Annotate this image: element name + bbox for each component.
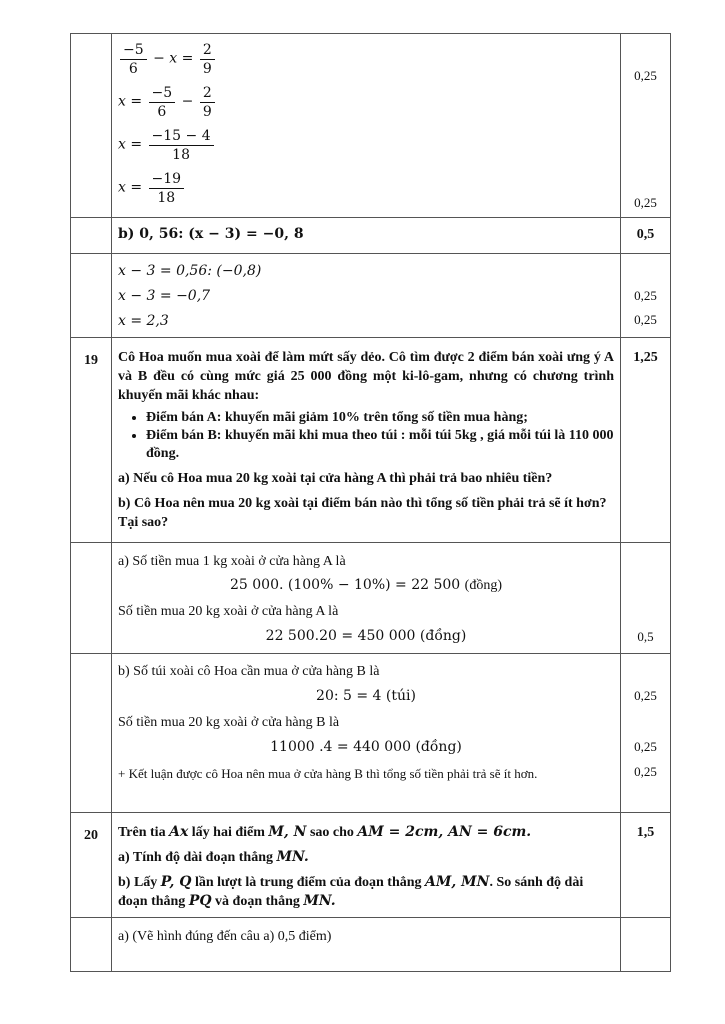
score-cell: 1,25 xyxy=(621,338,671,543)
question-cell xyxy=(112,338,621,543)
solution-line: a) Số tiền mua 1 kg xoài ở cửa hàng A là xyxy=(118,554,346,569)
score-value: 0,25 xyxy=(634,288,657,303)
question-number: 20 xyxy=(71,813,112,918)
solution-line: Số tiền mua 20 kg xoài ở cửa hàng A là xyxy=(118,604,339,619)
solution-cell xyxy=(112,34,621,218)
formula-line: 25 000. (100% − 10%) = 22 500 (đồng) xyxy=(230,577,502,593)
solution-cell xyxy=(112,543,621,654)
answer-table xyxy=(70,33,671,972)
question-intro: Trên tia Ax lấy hai điểm M, N sao cho AM = 2cm, AN = 6cm. xyxy=(118,824,532,840)
list-item: • Điểm bán B: khuyến mãi khi mua theo túi : mỗi túi 5kg , giá mỗi túi là 110 000 đồng. xyxy=(146,427,614,463)
question-cell xyxy=(112,218,621,254)
table-row xyxy=(71,918,671,972)
formula-line: 11000 .4 = 440 000 (đồng) xyxy=(270,739,462,755)
score-cell xyxy=(621,918,671,972)
score-cell xyxy=(621,543,671,654)
score-cell: 1,5 xyxy=(621,813,671,918)
solution-cell xyxy=(112,918,621,972)
score-cell xyxy=(621,34,671,218)
table-row xyxy=(71,218,671,254)
question-cell xyxy=(112,813,621,918)
score-value: 0,5 xyxy=(637,629,654,644)
solution-cell xyxy=(112,654,621,813)
score-value: 0,25 xyxy=(634,312,657,327)
equation-2: x = $\frac{-5}{6}$ − $\frac{2}{9}$ xyxy=(118,84,217,121)
score-value: 0,25 xyxy=(634,688,657,703)
promo-list xyxy=(118,409,614,463)
solution-line: x − 3 = 0,56: (−0,8) xyxy=(118,263,262,279)
score-value: 0,25 xyxy=(634,195,657,210)
equation-3: x = $\frac{-15 - 4}{18}$ xyxy=(118,127,216,164)
number-cell xyxy=(71,34,112,218)
score-cell xyxy=(621,218,671,254)
table-row xyxy=(71,543,671,654)
score-value: 0,25 xyxy=(634,68,657,83)
question-intro: Cô Hoa muốn mua xoài để làm mứt sấy dẻo. Cô tìm được 2 điểm bán xoài ưng ý A và B đều có cùng mức giá 25 000 đồng một ki-lô-gam, nhưng có chương trình khuyến mãi khác nhau: xyxy=(118,350,614,403)
table-row xyxy=(71,813,671,918)
question-a: a) Tính độ dài đoạn thẳng MN. xyxy=(118,849,309,865)
equation-4: x = $\frac{-19}{18}$ xyxy=(118,170,186,207)
table-row xyxy=(71,338,671,543)
question-b: b) Cô Hoa nên mua 20 kg xoài tại điểm bán nào thì tổng số tiền phải trả sẽ ít hơn? Tại sao? xyxy=(118,496,607,530)
table-row xyxy=(71,654,671,813)
list-item: • Điểm bán A: khuyến mãi giảm 10% trên tổng số tiền mua hàng; xyxy=(146,409,614,427)
number-cell xyxy=(71,254,112,338)
solution-line: x = 2,3 xyxy=(118,313,169,329)
solution-line: b) Số túi xoài cô Hoa cần mua ở cửa hàng B là xyxy=(118,664,380,679)
question-b: b) 0, 56: (x − 3) = −0, 8 xyxy=(118,226,304,242)
number-cell xyxy=(71,918,112,972)
formula-line: 22 500.20 = 450 000 (đồng) xyxy=(265,628,467,644)
score-cell xyxy=(621,654,671,813)
question-b: b) Lấy P, Q lần lượt là trung điểm của đoạn thẳng AM, MN. So sánh độ dài đoạn thẳng PQ và đoạn thẳng MN. xyxy=(118,874,584,909)
score-cell xyxy=(621,254,671,338)
solution-line: Số tiền mua 20 kg xoài ở cửa hàng B là xyxy=(118,715,340,730)
number-cell xyxy=(71,543,112,654)
table-row xyxy=(71,254,671,338)
table-row xyxy=(71,34,671,218)
conclusion-line: + Kết luận được cô Hoa nên mua ở cửa hàng B thì tổng số tiền phải trả sẽ ít hơn. xyxy=(118,766,538,781)
score-value: 0,5 xyxy=(636,227,655,242)
solution-line: a) (Vẽ hình đúng đến câu a) 0,5 điểm) xyxy=(118,929,332,944)
equation-1: $\frac{-5}{6}$ − x = $\frac{2}{9}$ xyxy=(118,41,217,78)
question-a: a) Nếu cô Hoa mua 20 kg xoài tại cửa hàng A thì phải trả bao nhiêu tiền? xyxy=(118,471,553,486)
question-number: 19 xyxy=(71,338,112,543)
number-cell xyxy=(71,654,112,813)
number-cell xyxy=(71,218,112,254)
formula-line: 20: 5 = 4 (túi) xyxy=(316,688,416,704)
solution-cell xyxy=(112,254,621,338)
solution-line: x − 3 = −0,7 xyxy=(118,288,211,304)
score-value: 0,25 xyxy=(634,739,657,754)
score-value: 0,25 xyxy=(634,764,657,779)
